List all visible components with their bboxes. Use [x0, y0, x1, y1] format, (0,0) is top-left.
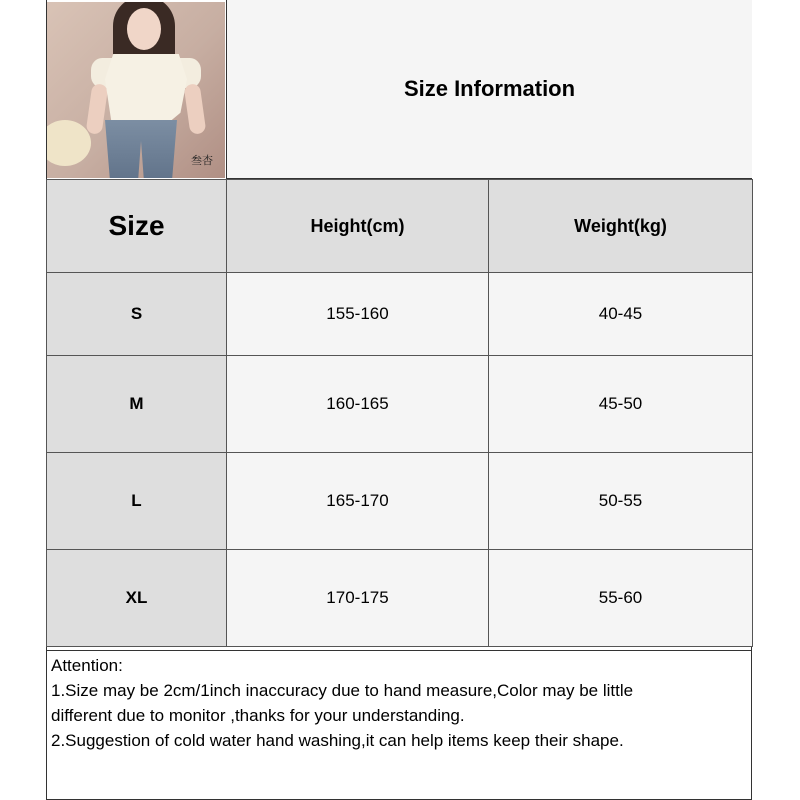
weight-value: 55-60: [489, 550, 753, 647]
size-label: L: [47, 453, 227, 550]
product-photo: [47, 2, 225, 178]
photo-watermark: 叁杏: [191, 154, 213, 167]
header-cell: [226, 0, 752, 179]
page-title: Size Information: [403, 76, 576, 101]
table-row: [47, 356, 753, 453]
notes-line: 1.Size may be 2cm/1inch inaccuracy due to hand measure,Color may be little: [51, 681, 634, 700]
size-label: XL: [47, 550, 227, 647]
size-label: M: [47, 356, 227, 453]
height-value: 155-160: [227, 273, 489, 356]
height-value: 165-170: [227, 453, 489, 550]
table-row: [47, 550, 753, 647]
table-row: [47, 273, 753, 356]
height-value: 170-175: [227, 550, 489, 647]
weight-value: 40-45: [489, 273, 753, 356]
size-table: [46, 179, 753, 647]
column-header-size: Size: [47, 180, 227, 273]
notes-line: different due to monitor ,thanks for your understanding.: [51, 706, 465, 725]
column-header-weight: Weight(kg): [489, 180, 753, 273]
weight-value: 50-55: [489, 453, 753, 550]
weight-value: 45-50: [489, 356, 753, 453]
size-label: S: [47, 273, 227, 356]
notes-line: 2.Suggestion of cold water hand washing,it can help items keep their shape.: [51, 731, 624, 750]
notes-heading: Attention:: [51, 656, 123, 675]
attention-notes: [46, 650, 752, 800]
column-header-height: Height(cm): [227, 180, 489, 273]
table-row: [47, 453, 753, 550]
table-header-row: [47, 180, 753, 273]
height-value: 160-165: [227, 356, 489, 453]
